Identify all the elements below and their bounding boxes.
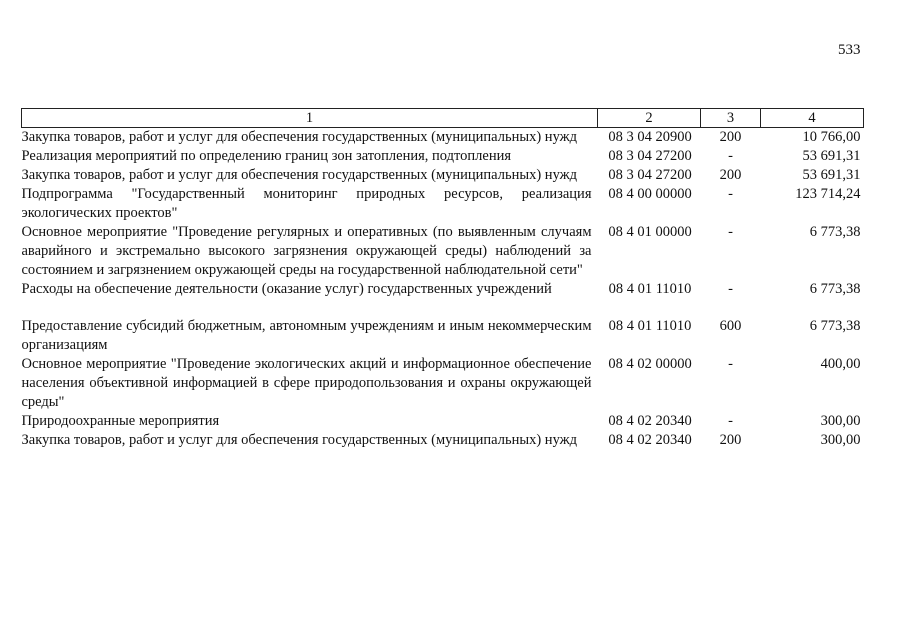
row-code: 08 3 04 27200 bbox=[608, 167, 692, 183]
row-type: - bbox=[728, 413, 733, 429]
table-row bbox=[22, 223, 864, 280]
row-amount: 53 691,31 bbox=[802, 148, 861, 164]
row-code: 08 3 04 27200 bbox=[608, 148, 692, 164]
table-row bbox=[22, 128, 864, 148]
row-code: 08 4 02 20340 bbox=[608, 413, 692, 429]
row-type: 200 bbox=[719, 432, 742, 448]
header-col-4: 4 bbox=[761, 109, 864, 128]
row-type: 200 bbox=[719, 167, 742, 183]
row-type: - bbox=[728, 281, 733, 297]
row-name: Реализация мероприятий по определению границ зон затопления, подтопления bbox=[21, 148, 512, 164]
row-code: 08 4 01 00000 bbox=[608, 224, 692, 240]
row-name: Расходы на обеспечение деятельности (оказание услуг) государственных учреждений bbox=[21, 281, 552, 297]
row-name: Закупка товаров, работ и услуг для обеспечения государственных (муниципальных) нужд bbox=[21, 167, 578, 183]
header-col-1: 1 bbox=[22, 109, 598, 128]
row-name: Закупка товаров, работ и услуг для обеспечения государственных (муниципальных) нужд bbox=[21, 432, 578, 448]
table-row bbox=[22, 355, 864, 412]
table-row bbox=[22, 147, 864, 166]
row-amount: 53 691,31 bbox=[802, 167, 861, 183]
row-type: 200 bbox=[719, 129, 742, 145]
row-type: - bbox=[728, 148, 733, 164]
row-code: 08 4 00 00000 bbox=[608, 186, 692, 202]
row-type: 600 bbox=[719, 318, 742, 334]
row-code: 08 4 02 20340 bbox=[608, 432, 692, 448]
table-row bbox=[22, 317, 864, 355]
row-name: Предоставление субсидий бюджетным, автономным учреждениям и иным некоммерческим организациям bbox=[21, 318, 592, 353]
table-row bbox=[22, 280, 864, 317]
row-name: Подпрограмма "Государственный мониторинг природных ресурсов, реализация экологических проектов" bbox=[21, 186, 592, 221]
table-row bbox=[22, 185, 864, 223]
row-amount: 10 766,00 bbox=[802, 129, 861, 145]
table-row bbox=[22, 412, 864, 431]
table-row bbox=[22, 166, 864, 185]
row-code: 08 4 01 11010 bbox=[608, 281, 692, 297]
row-amount: 300,00 bbox=[820, 413, 861, 429]
row-type: - bbox=[728, 186, 733, 202]
row-code: 08 4 02 00000 bbox=[608, 356, 692, 372]
budget-table bbox=[21, 108, 864, 450]
row-name: Природоохранные мероприятия bbox=[21, 413, 220, 429]
table-body bbox=[22, 128, 864, 451]
header-row bbox=[22, 109, 864, 128]
row-amount: 400,00 bbox=[820, 356, 861, 372]
header-col-2: 2 bbox=[598, 109, 701, 128]
row-amount: 300,00 bbox=[820, 432, 861, 448]
row-name: Основное мероприятие "Проведение экологических акций и информационное обеспечение населения объективной информацией в сфере природопользования и охраны окружающей среды" bbox=[21, 356, 592, 410]
row-amount: 123 714,24 bbox=[795, 186, 861, 202]
row-code: 08 4 01 11010 bbox=[608, 318, 692, 334]
table-header bbox=[22, 109, 864, 128]
row-name: Основное мероприятие "Проведение регулярных и оперативных (по выявленным случаям аварийного и экстремально высокого загрязнения окружающей среды) наблюдений за состоянием и загрязнением окружающей среды на государственной наблюдательной сети" bbox=[21, 224, 592, 278]
row-amount: 6 773,38 bbox=[809, 318, 861, 334]
row-type: - bbox=[728, 356, 733, 372]
header-col-3: 3 bbox=[701, 109, 761, 128]
row-name: Закупка товаров, работ и услуг для обеспечения государственных (муниципальных) нужд bbox=[21, 129, 578, 145]
row-type: - bbox=[728, 224, 733, 240]
row-code: 08 3 04 20900 bbox=[608, 129, 692, 145]
row-amount: 6 773,38 bbox=[809, 224, 861, 240]
table-row bbox=[22, 431, 864, 450]
row-amount: 6 773,38 bbox=[809, 281, 861, 297]
page-number: 533 bbox=[838, 42, 861, 58]
